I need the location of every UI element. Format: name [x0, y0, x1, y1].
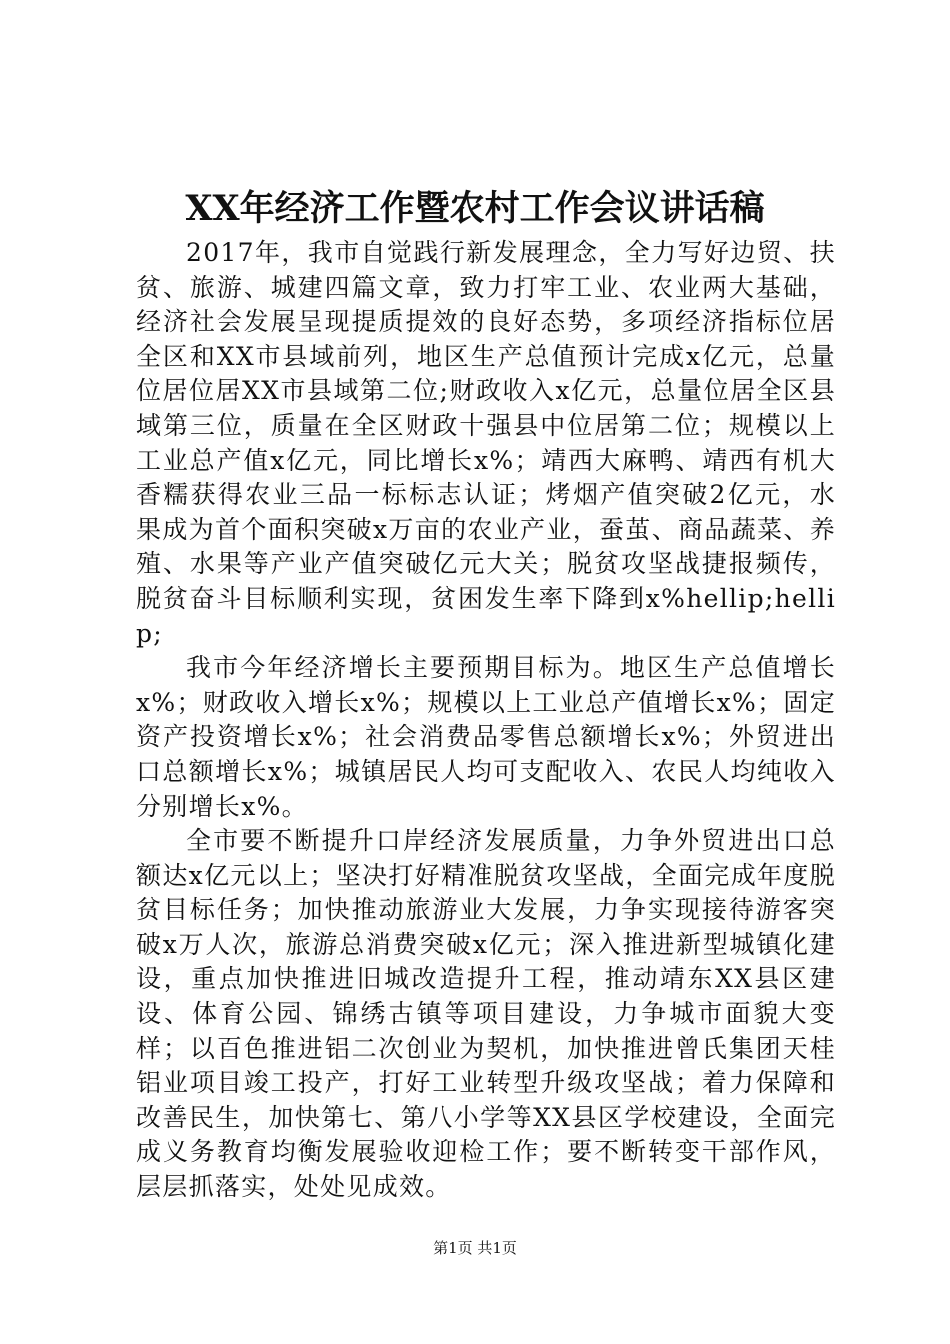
paragraph-3: 全市要不断提升口岸经济发展质量，力争外贸进出口总额达x亿元以上；坚决打好精准脱贫攻坚战，全面完成年度脱贫目标任务；加快推动旅游业大发展，力争实现接待游客突破x万人次，旅游总消费突破x亿元；深入推进新型城镇化建设，重点加快推进旧城改造提升工程，推动靖东XX县区建设、体育公园、锦绣古镇等项目建设，力争城市面貌大变样；以百色推进铝二次创业为契机，加快推进曾氏集团天桂铝业项目竣工投产，打好工业转型升级攻坚战；着力保障和改善民生，加快第七、第八小学等XX县区学校建设，全面完成义务教育均衡发展验收迎检工作；要不断转变干部作风，层层抓落实，处处见成效。 [136, 826, 836, 1202]
paragraph-1: 2017年，我市自觉践行新发展理念，全力写好边贸、扶贫、旅游、城建四篇文章，致力打牢工业、农业两大基础，经济社会发展呈现提质提效的良好态势，多项经济指标位居全区和XX市县域前列，地区生产总值预计完成x亿元，总量位居位居XX市县域第二位;财政收入x亿元，总量位居全区县域第三位，质量在全区财政十强县中位居第二位；规模以上工业总产值x亿元，同比增长x%；靖西大麻鸭、靖西有机大香糯获得农业三品一标标志认证；烤烟产值突破2亿元，水果成为首个面积突破x万亩的农业产业，蚕茧、商品蔬菜、养殖、水果等产业产值突破亿元大关；脱贫攻坚战捷报频传，脱贫奋斗目标顺利实现，贫困发生率下降到x%hellip;hellip; [136, 238, 836, 648]
page-number-footer: 第1页 共1页 [433, 1239, 517, 1257]
paragraph-2: 我市今年经济增长主要预期目标为。地区生产总值增长x%；财政收入增长x%；规模以上工业总产值增长x%；固定资产投资增长x%；社会消费品零售总额增长x%；外贸进出口总额增长x%；城镇居民人均可支配收入、农民人均纯收入分别增长x%。 [136, 653, 836, 821]
document-body [136, 236, 836, 1205]
document-title: XX年经济工作暨农村工作会议讲话稿 [185, 188, 765, 229]
